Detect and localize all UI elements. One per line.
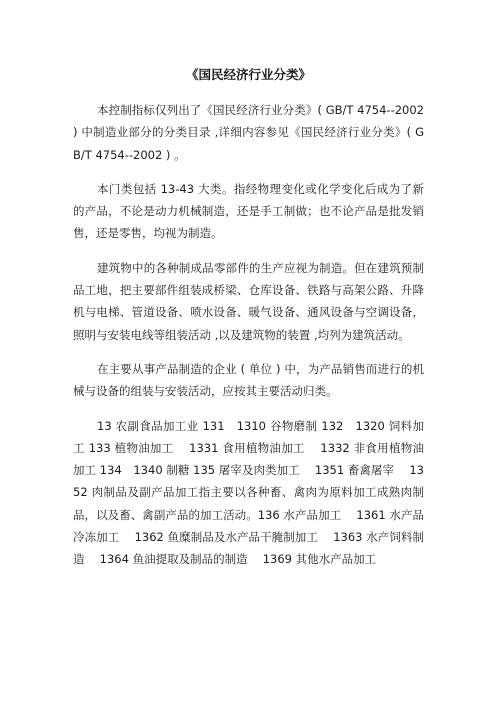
paragraph-building-components: 建筑物中的各种制成品零部件的生产应视为制造。但在建筑预制品工地，把主要部件组装成桥梁、仓库设备、铁路与高架公路、升降机与电梯、管道设备、喷水设备、暖气设备、通风设备与空调设备，照明与安装电线等组装活动 ,以及建筑物的装置 ,均列为建筑活动。: [73, 260, 424, 342]
paragraph-category-definition: 本门类包括 13-43 大类。指经物理变化或化学变化后成为了新的产品，不论是动力机械制造，还是手工制做；也不论产品是批发销售，还是零售，均视为制造。: [73, 181, 424, 241]
document-title: 《国民经济行业分类》: [185, 67, 311, 82]
paragraph-agri-food-processing: 13 农副食品加工业 131 1310 谷物磨制 132 1320 饲料加工 133 植物油加工 1331 食用植物油加工 1332 非食用植物油加工 134 1340 制糖 135 屠宰及肉类加工 1351 畜禽屠宰 1352 肉制品及副产品加工指主要以各种畜、禽肉为原料加工成熟肉制品，以及畜、禽副产品的加工活动。136 水产品加工 1361 水产品冷冻加工 1362 鱼糜制品及水产品干腌制加工 1363 水产饲料制造 1364 鱼油提取及制品的制造 1369 其他水产品加工: [73, 418, 424, 567]
paragraph-scope: 本控制指标仅列出了《国民经济行业分类》( GB/T 4754--2002 ) 中制造业部分的分类目录 ,详细内容参见《国民经济行业分类》( GB/T 4754--2002 ) 。: [73, 103, 424, 162]
paragraph-assembly-installation: 在主要从事产品制造的企业 ( 单位 ) 中，为产品销售而进行的机械与设备的组装与安装活动，应按其主要活动归类。: [73, 361, 424, 399]
